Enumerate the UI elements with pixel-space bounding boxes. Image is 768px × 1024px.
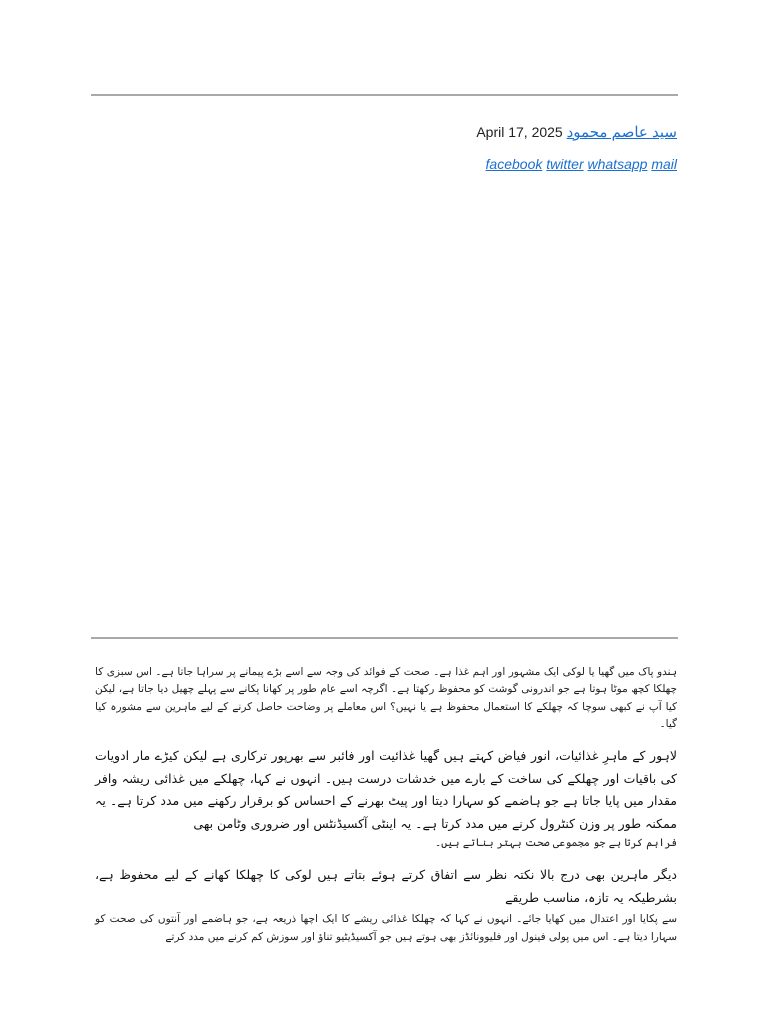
article-paragraph: ہندو پاک میں گھیا یا لوکی ایک مشہور اور اہم غذا ہے۔ صحت کے فوائد کی وجہ سے اسے بڑے پیمانے پر سراہا جاتا ہے۔ اس سبزی کا چھلکا کچھ موٹا ہوتا ہے جو اندرونی گوشت کو محفوظ رکھتا ہے۔ اگرچہ اسے عام طور پر کھانا پکانے سے پہلے چھیل دیا جاتا ہے، لیکن کیا آپ نے کبھی سوچا کہ چھلکے کا استعمال محفوظ ہے یا نہیں؟ اس معاملے پر وضاحت حاصل کرنے کے لیے ماہرین سے مشورہ کیا گیا۔: [95, 666, 677, 730]
content-divider: [91, 637, 678, 639]
article-paragraph: دیگر ماہرین بھی درج بالا نکتہ نظر سے اتفاق کرتے ہوئے بتاتے ہیں لوکی کا چھلکا کھانے کے لیے محفوظ ہے، بشرطیکہ یہ تازہ، مناسب طریقے: [95, 867, 677, 905]
article-body: [95, 664, 677, 946]
article-paragraph-continuation: فراہم کرتا ہے جو مجموعی صحت بہتر بناتے ہیں۔: [434, 837, 677, 850]
mail-share-link[interactable]: mail: [651, 156, 677, 172]
facebook-share-link[interactable]: facebook: [485, 156, 543, 172]
post-meta: [476, 123, 677, 141]
top-divider: [91, 94, 678, 96]
article-paragraph: لاہور کے ماہرِ غذائیات، انور فیاض کہتے ہیں گھیا غذائیت اور فائبر سے بھرپور ترکاری ہے لیکن کیڑے مار ادویات کی باقیات اور چھلکے کی ساخت کے بارے میں خدشات درست ہیں۔ انہوں نے کہا، چھلکے میں غذائی ریشہ وافر مقدار میں پایا جاتا ہے جو ہاضمے کو سہارا دیتا اور پیٹ بھرنے کے احساس کو برقرار رکھنے میں مدد کرتا ہے۔ یہ ممکنہ طور پر وزن کنٹرول کرنے میں مدد کرتا ہے۔ یہ اینٹی آکسیڈنٹس اور ضروری وٹامن بھی: [95, 748, 677, 831]
author-link[interactable]: سید عاصم محمود: [566, 124, 677, 141]
post-date: April 17, 2025: [476, 124, 563, 140]
article-paragraph-continuation: سے پکایا اور اعتدال میں کھایا جائے۔ انہوں نے کہا کہ چھلکا غذائی ریشے کا ایک اچھا ذریعہ ہے، جو ہاضمے اور آنتوں کی صحت کو سہارا دیتا ہے۔ اس میں پولی فینول اور فلیوونائڈز بھی ہوتے ہیں جو آکسیڈیٹیو تناؤ اور سوزش کم کرنے میں مدد کرتے: [95, 913, 677, 943]
twitter-share-link[interactable]: twitter: [546, 156, 584, 172]
share-links: [486, 156, 677, 172]
whatsapp-share-link[interactable]: whatsapp: [587, 156, 648, 172]
